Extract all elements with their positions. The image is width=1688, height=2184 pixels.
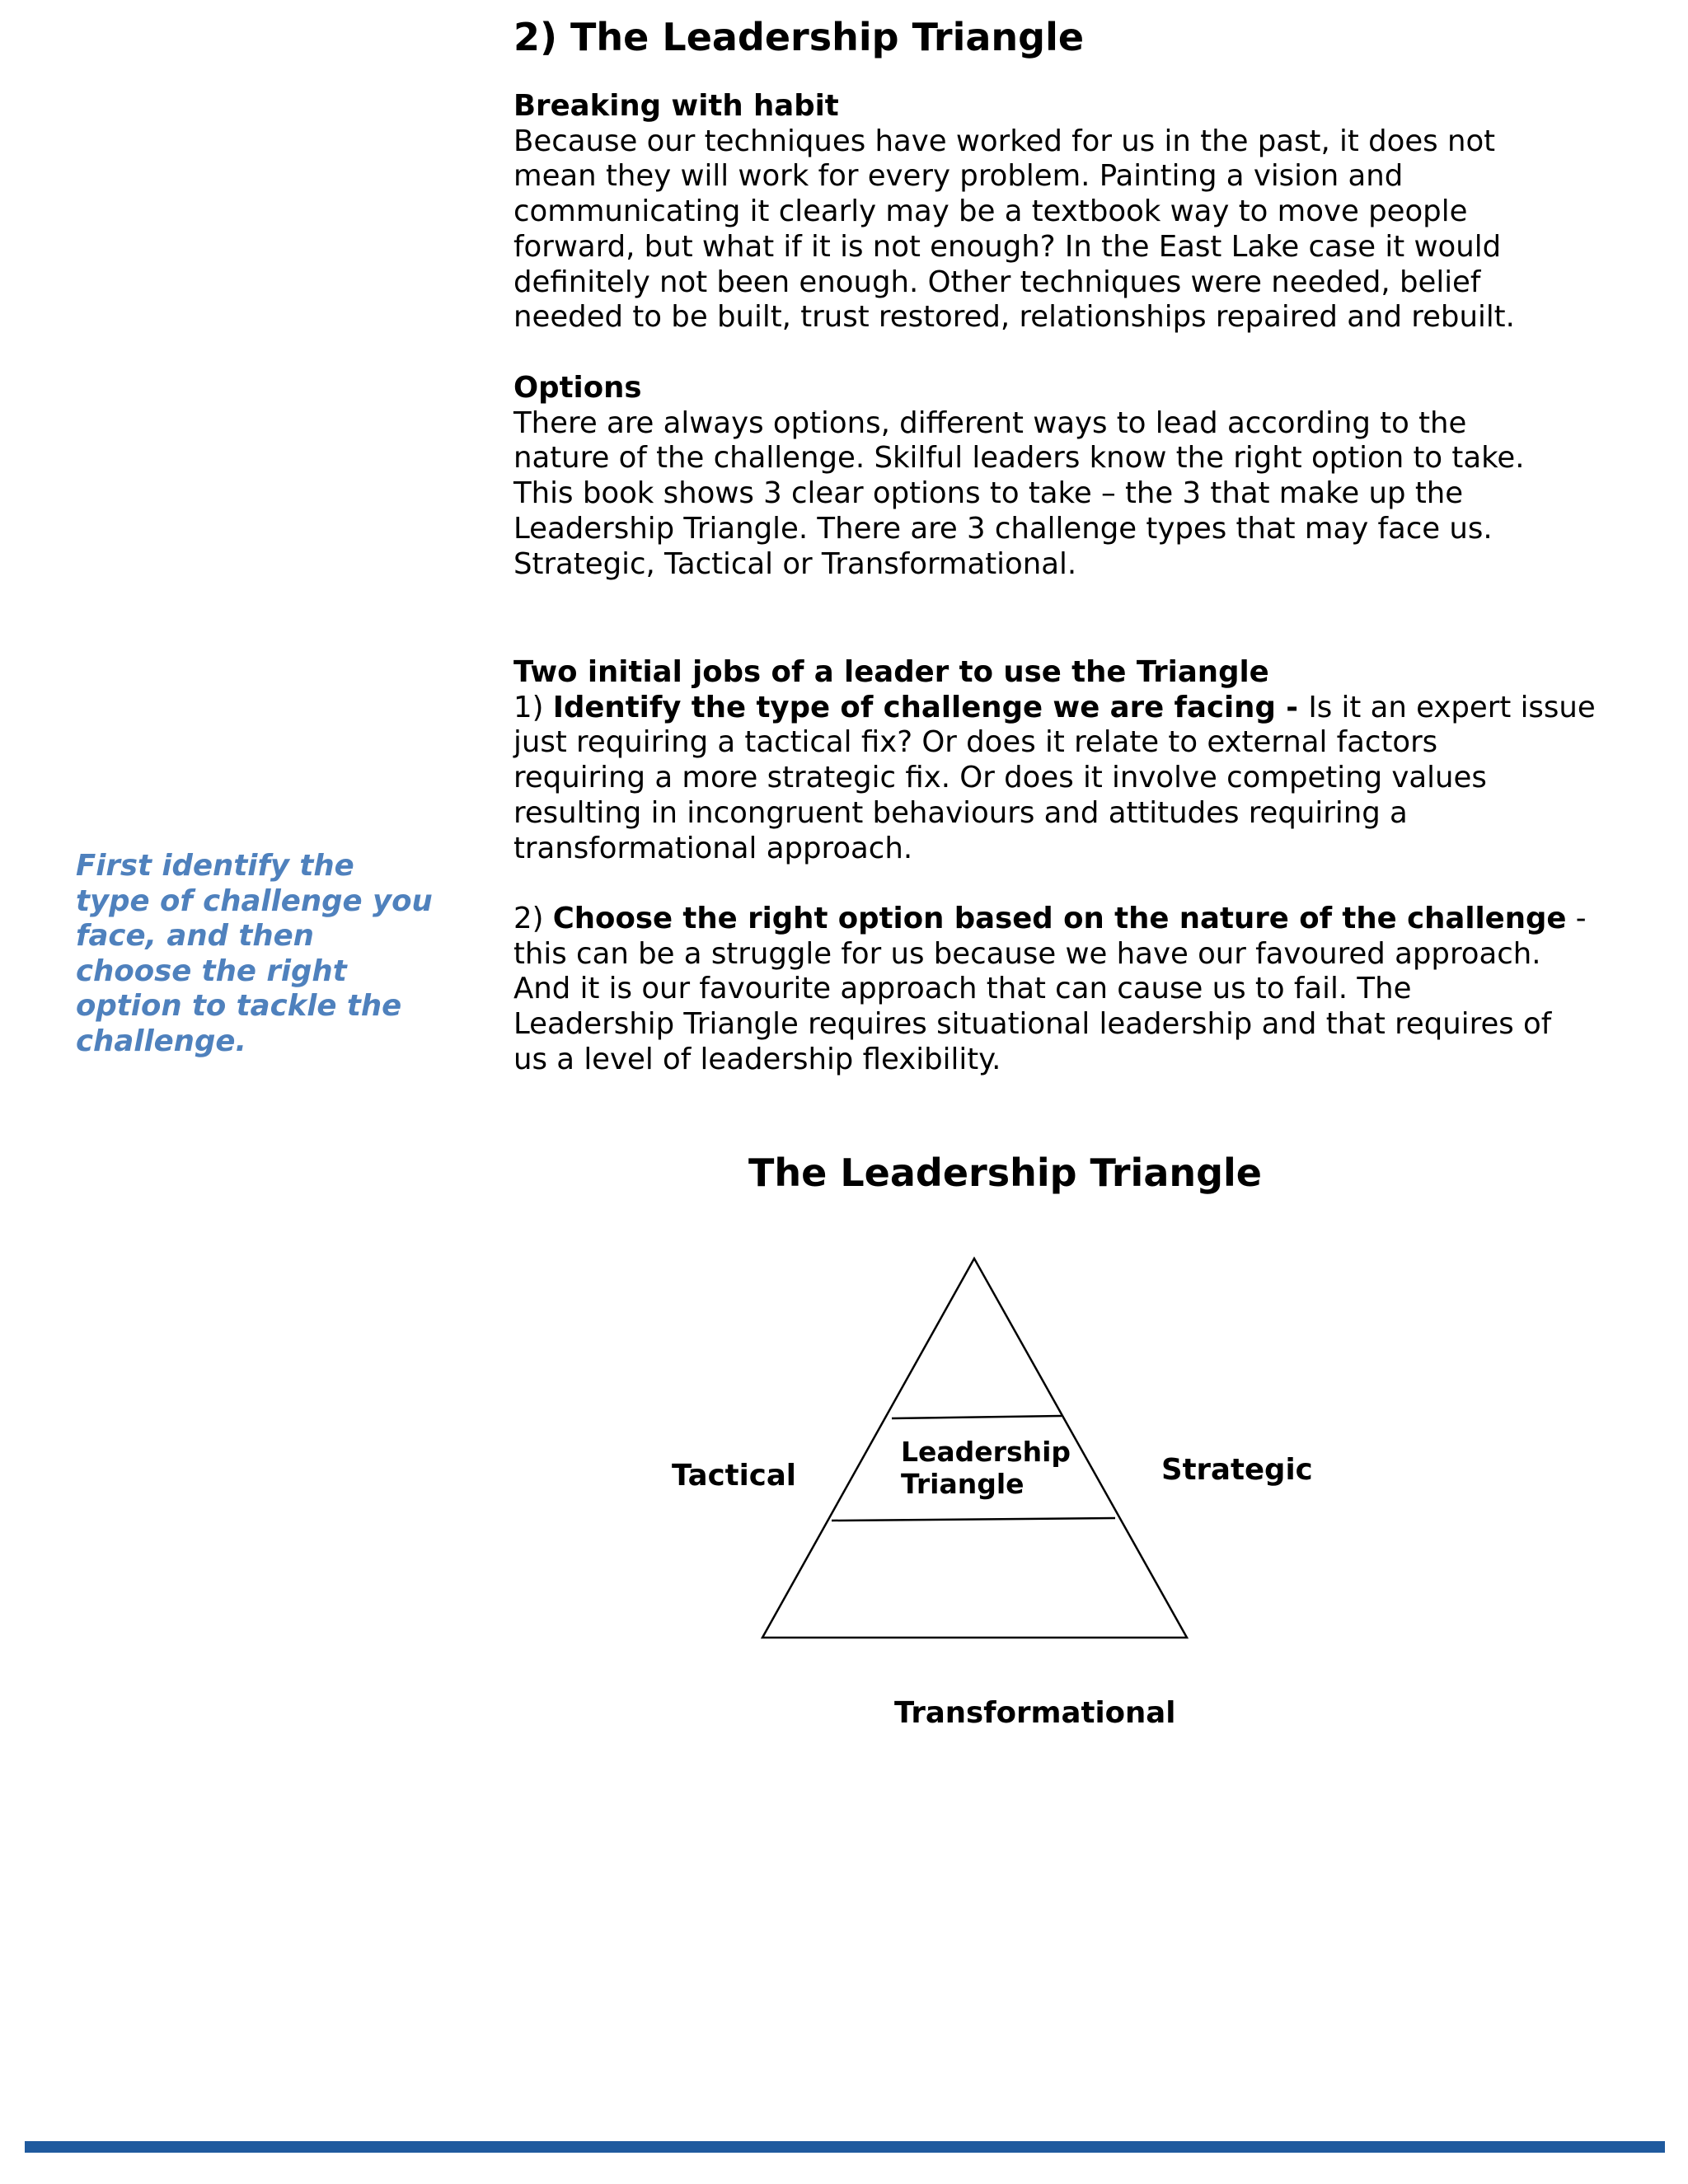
paragraph-line: us a level of leadership flexibility. xyxy=(513,1042,1001,1076)
pull-quote-line: challenge. xyxy=(76,1024,246,1058)
paragraph-line: resulting in incongruent behaviours and attitudes requiring a xyxy=(513,795,1408,830)
upper-divider-line xyxy=(892,1416,1062,1418)
center-label-line: Triangle xyxy=(901,1468,1025,1500)
paragraph-line: And it is our favourite approach that can cause us to fail. The xyxy=(513,972,1412,1006)
job-number: 1) xyxy=(513,690,553,724)
job-title: Identify the type of challenge we are facing - xyxy=(552,690,1309,724)
transformational-label: Transformational xyxy=(894,1696,1176,1730)
pull-quote-line: First identify the xyxy=(76,849,354,883)
paragraph-line: Strategic, Tactical or Transformational. xyxy=(513,546,1077,581)
pull-quote-line: option to tackle the xyxy=(76,989,402,1023)
diagram-title: The Leadership Triangle xyxy=(748,1151,1262,1195)
paragraph-line: Leadership Triangle requires situational leadership and that requires of xyxy=(513,1007,1552,1042)
paragraph-line: definitely not been enough. Other techniques were needed, belief xyxy=(513,265,1481,299)
paragraph-line: communicating it clearly may be a textbook way to move people xyxy=(513,194,1468,229)
pull-quote-line: choose the right xyxy=(76,954,347,988)
paragraph-line: just requiring a tactical fix? Or does it relate to external factors xyxy=(513,725,1438,760)
job-title: Choose the right option based on the nature of the challenge xyxy=(552,901,1567,935)
tactical-label: Tactical xyxy=(672,1459,796,1493)
section-heading: Two initial jobs of a leader to use the Triangle xyxy=(513,655,1269,689)
footer-rule xyxy=(25,2141,1665,2153)
paragraph-line: requiring a more strategic fix. Or does it involve competing values xyxy=(513,761,1487,795)
paragraph-line: this can be a struggle for us because we have our favoured approach. xyxy=(513,936,1541,971)
section-heading: Breaking with habit xyxy=(513,89,839,123)
page-title: 2) The Leadership Triangle xyxy=(513,15,1085,59)
triangle-center-label xyxy=(901,1436,1071,1500)
pull-quote-line: face, and then xyxy=(76,919,314,953)
paragraph-line: forward, but what if it is not enough? In the East Lake case it would xyxy=(513,229,1502,264)
lower-divider-line xyxy=(832,1518,1115,1521)
paragraph-line: transformational approach. xyxy=(513,831,913,865)
paragraph-line: Leadership Triangle. There are 3 challenge types that may face us. xyxy=(513,511,1493,546)
paragraph-line: nature of the challenge. Skilful leaders know the right option to take. xyxy=(513,441,1525,476)
job-text: Is it an expert issue xyxy=(1308,690,1596,724)
center-label-line: Leadership xyxy=(901,1436,1071,1468)
pull-quote-line: type of challenge you xyxy=(76,883,433,918)
job-number: 2) xyxy=(513,901,553,935)
paragraph-line: mean they will work for every problem. Painting a vision and xyxy=(513,159,1404,194)
paragraph-line: Because our techniques have worked for us in the past, it does not xyxy=(513,124,1496,158)
strategic-label: Strategic xyxy=(1161,1453,1313,1487)
paragraph-line: This book shows 3 clear options to take – the 3 that make up the xyxy=(513,476,1464,511)
paragraph-line: needed to be built, trust restored, relationships repaired and rebuilt. xyxy=(513,300,1515,335)
section-heading: Options xyxy=(513,371,642,405)
job-text: - xyxy=(1566,901,1587,935)
paragraph-line: There are always options, different ways to lead according to the xyxy=(513,405,1467,440)
